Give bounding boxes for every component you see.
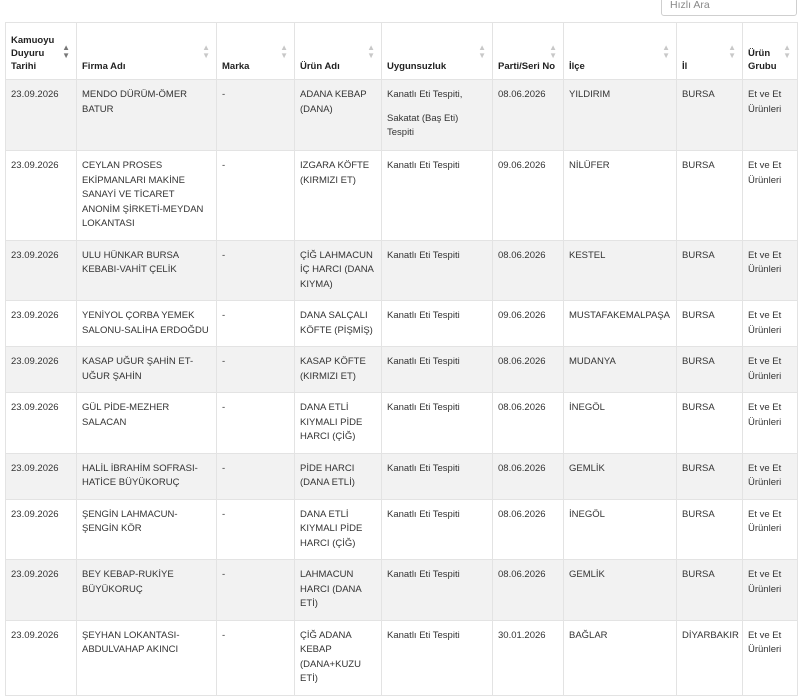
cell-date: 23.09.2026 [6, 151, 77, 241]
cell-district: MUSTAFAKEMALPAŞA [564, 301, 677, 347]
cell-province: DİYARBAKIR [677, 620, 743, 695]
table-row [6, 151, 798, 241]
cell-issue [382, 80, 493, 151]
cell-product: ÇİĞ LAHMACUN İÇ HARCI (DANA KIYMA) [295, 240, 382, 301]
cell-brand: - [217, 453, 295, 499]
cell-province: BURSA [677, 80, 743, 151]
cell-brand: - [217, 80, 295, 151]
cell-issue: Kanatlı Eti Tespiti [382, 301, 493, 347]
column-header-label: İl [682, 61, 688, 72]
cell-issue: Kanatlı Eti Tespiti [382, 240, 493, 301]
quick-search-box[interactable] [661, 0, 797, 16]
cell-product-group: Et ve Et Ürünleri [743, 80, 798, 151]
sort-icon: ▲ ▼ [478, 43, 486, 60]
cell-date: 23.09.2026 [6, 620, 77, 695]
quick-search-input[interactable] [662, 0, 796, 15]
cell-product: DANA ETLİ KIYMALI PİDE HARCI (ÇİĞ) [295, 393, 382, 454]
cell-province: BURSA [677, 240, 743, 301]
cell-issue: Kanatlı Eti Tespiti [382, 620, 493, 695]
cell-issue: Kanatlı Eti Tespiti [382, 393, 493, 454]
column-header-label: İlçe [569, 61, 585, 72]
cell-district: İNEGÖL [564, 393, 677, 454]
cell-date: 23.09.2026 [6, 393, 77, 454]
cell-product: LAHMACUN HARCI (DANA ETİ) [295, 560, 382, 621]
cell-brand: - [217, 499, 295, 560]
cell-product-group: Et ve Et Ürünleri [743, 301, 798, 347]
cell-batch: 09.06.2026 [493, 301, 564, 347]
sort-icon: ▲ ▼ [783, 43, 791, 60]
cell-product: DANA SALÇALI KÖFTE (PİŞMİŞ) [295, 301, 382, 347]
cell-firm: ŞEYHAN LOKANTASI-ABDULVAHAP AKINCI [77, 620, 217, 695]
cell-product-group: Et ve Et Ürünleri [743, 620, 798, 695]
cell-product: KASAP KÖFTE (KIRMIZI ET) [295, 347, 382, 393]
sort-icon: ▲ ▼ [728, 43, 736, 60]
cell-district: İNEGÖL [564, 499, 677, 560]
column-header-issue[interactable] [382, 23, 493, 80]
cell-province: BURSA [677, 453, 743, 499]
cell-batch: 08.06.2026 [493, 393, 564, 454]
cell-product-group: Et ve Et Ürünleri [743, 240, 798, 301]
cell-issue: Kanatlı Eti Tespiti [382, 347, 493, 393]
sort-icon: ▲ ▼ [367, 43, 375, 60]
issue-text: Kanatlı Eti Tespiti, [387, 89, 463, 100]
cell-date: 23.09.2026 [6, 240, 77, 301]
table-row [6, 347, 798, 393]
column-header-province[interactable] [677, 23, 743, 80]
column-header-batch[interactable] [493, 23, 564, 80]
sort-desc-icon: ▲ ▼ [62, 43, 70, 60]
cell-issue: Kanatlı Eti Tespiti [382, 560, 493, 621]
column-header-label: Kamuoyu Duyuru Tarihi [11, 35, 55, 72]
table-row [6, 453, 798, 499]
cell-firm: ŞENGİN LAHMACUN-ŞENGİN KÖR [77, 499, 217, 560]
cell-firm: CEYLAN PROSES EKİPMANLARI MAKİNE SANAYİ VE TİCARET ANONİM ŞİRKETİ-MEYDAN LOKANTASI [77, 151, 217, 241]
cell-firm: ULU HÜNKAR BURSA KEBABI-VAHİT ÇELİK [77, 240, 217, 301]
table-row [6, 393, 798, 454]
column-header-label: Marka [222, 61, 250, 72]
column-header-label: Ürün Grubu [748, 48, 777, 72]
cell-province: BURSA [677, 347, 743, 393]
table-row [6, 560, 798, 621]
cell-batch: 30.01.2026 [493, 620, 564, 695]
cell-product-group: Et ve Et Ürünleri [743, 453, 798, 499]
cell-firm: MENDO DÜRÜM-ÖMER BATUR [77, 80, 217, 151]
table-row [6, 499, 798, 560]
table-header-row [6, 23, 798, 80]
cell-product-group: Et ve Et Ürünleri [743, 347, 798, 393]
table-row [6, 301, 798, 347]
column-header-label: Parti/Seri No [498, 61, 556, 72]
issue-text-secondary: Sakatat (Baş Eti) Tespiti [387, 112, 459, 138]
cell-firm: KASAP UĞUR ŞAHİN ET-UĞUR ŞAHİN [77, 347, 217, 393]
table-row [6, 240, 798, 301]
cell-brand: - [217, 560, 295, 621]
cell-batch: 08.06.2026 [493, 347, 564, 393]
cell-date: 23.09.2026 [6, 80, 77, 151]
cell-product-group: Et ve Et Ürünleri [743, 560, 798, 621]
column-header-firm[interactable] [77, 23, 217, 80]
cell-issue: Kanatlı Eti Tespiti [382, 453, 493, 499]
cell-firm: YENİYOL ÇORBA YEMEK SALONU-SALİHA ERDOĞDU [77, 301, 217, 347]
cell-product: IZGARA KÖFTE (KIRMIZI ET) [295, 151, 382, 241]
cell-brand: - [217, 151, 295, 241]
cell-batch: 09.06.2026 [493, 151, 564, 241]
cell-batch: 08.06.2026 [493, 499, 564, 560]
cell-batch: 08.06.2026 [493, 560, 564, 621]
cell-district: NİLÜFER [564, 151, 677, 241]
cell-district: BAĞLAR [564, 620, 677, 695]
cell-product: ÇİĞ ADANA KEBAP (DANA+KUZU ETİ) [295, 620, 382, 695]
cell-batch: 08.06.2026 [493, 240, 564, 301]
cell-province: BURSA [677, 151, 743, 241]
cell-district: GEMLİK [564, 560, 677, 621]
column-header-label: Ürün Adı [300, 61, 340, 72]
cell-province: BURSA [677, 499, 743, 560]
cell-brand: - [217, 347, 295, 393]
cell-date: 23.09.2026 [6, 301, 77, 347]
cell-firm: HALİL İBRAHİM SOFRASI-HATİCE BÜYÜKORUÇ [77, 453, 217, 499]
sort-icon: ▲ ▼ [549, 43, 557, 60]
table-row [6, 620, 798, 695]
cell-issue: Kanatlı Eti Tespiti [382, 151, 493, 241]
column-header-product-group[interactable] [743, 23, 798, 80]
cell-product-group: Et ve Et Ürünleri [743, 499, 798, 560]
cell-product: PİDE HARCI (DANA ETLİ) [295, 453, 382, 499]
cell-batch: 08.06.2026 [493, 453, 564, 499]
cell-product: ADANA KEBAP (DANA) [295, 80, 382, 151]
sort-icon: ▲ ▼ [280, 43, 288, 60]
cell-brand: - [217, 240, 295, 301]
cell-district: GEMLİK [564, 453, 677, 499]
cell-province: BURSA [677, 301, 743, 347]
cell-district: KESTEL [564, 240, 677, 301]
cell-firm: BEY KEBAP-RUKİYE BÜYÜKORUÇ [77, 560, 217, 621]
cell-product-group: Et ve Et Ürünleri [743, 393, 798, 454]
sort-icon: ▲ ▼ [202, 43, 210, 60]
cell-brand: - [217, 393, 295, 454]
column-header-label: Uygunsuzluk [387, 61, 447, 72]
cell-district: YILDIRIM [564, 80, 677, 151]
cell-date: 23.09.2026 [6, 499, 77, 560]
sort-icon: ▲ ▼ [662, 43, 670, 60]
cell-product: DANA ETLİ KIYMALI PİDE HARCI (ÇİĞ) [295, 499, 382, 560]
cell-brand: - [217, 620, 295, 695]
cell-date: 23.09.2026 [6, 453, 77, 499]
cell-province: BURSA [677, 560, 743, 621]
table-row [6, 80, 798, 151]
column-header-label: Firma Adı [82, 61, 126, 72]
cell-date: 23.09.2026 [6, 560, 77, 621]
column-header-date[interactable] [6, 23, 77, 80]
cell-province: BURSA [677, 393, 743, 454]
cell-brand: - [217, 301, 295, 347]
column-header-product[interactable] [295, 23, 382, 80]
column-header-district[interactable] [564, 23, 677, 80]
cell-date: 23.09.2026 [6, 347, 77, 393]
cell-firm: GÜL PİDE-MEZHER SALACAN [77, 393, 217, 454]
recall-table [5, 22, 798, 696]
cell-district: MUDANYA [564, 347, 677, 393]
cell-batch: 08.06.2026 [493, 80, 564, 151]
column-header-brand[interactable] [217, 23, 295, 80]
cell-product-group: Et ve Et Ürünleri [743, 151, 798, 241]
cell-issue: Kanatlı Eti Tespiti [382, 499, 493, 560]
